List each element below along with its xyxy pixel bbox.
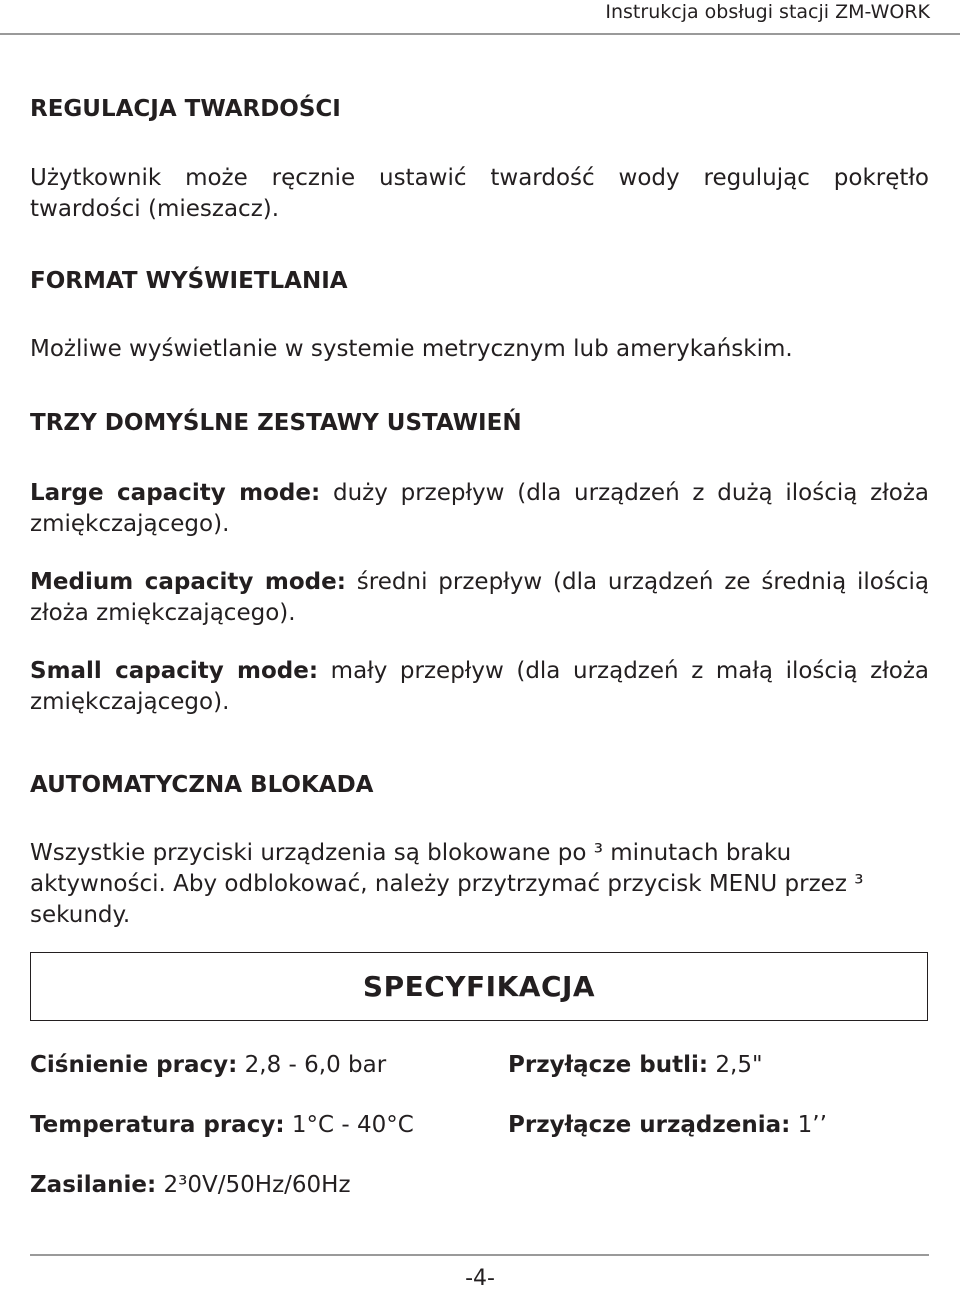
spec-temperature-value: 1°C - 40°C bbox=[284, 1112, 414, 1138]
text-display-format: Możliwe wyświetlanie w systemie metrycznym lub amerykańskim. bbox=[30, 336, 793, 362]
spec-bottle-label: Przyłącze butli: bbox=[508, 1052, 709, 1078]
label-small-mode: Small capacity mode: bbox=[30, 658, 319, 684]
label-large-mode: Large capacity mode: bbox=[30, 480, 321, 506]
text-auto-lock: Wszystkie przyciski urządzenia są blokowane po ³ minutach braku aktywności. Aby odblokować, należy przytrzymać przycisk MENU przez ³ sekundy. bbox=[30, 840, 864, 928]
text-medium-mode bbox=[30, 567, 929, 629]
text-large-mode bbox=[30, 478, 929, 540]
desc-small-mode: mały przepływ (dla urządzeń z małą ilością złoża zmiękczającego). bbox=[30, 658, 929, 715]
label-medium-mode: Medium capacity mode: bbox=[30, 569, 346, 595]
footer-divider bbox=[30, 1254, 929, 1256]
spec-bottle-value: 2,5" bbox=[708, 1052, 763, 1078]
spec-pressure-value: 2,8 - 6,0 bar bbox=[237, 1052, 387, 1078]
page-number: -4- bbox=[465, 1266, 495, 1291]
spec-pressure-label: Ciśnienie pracy: bbox=[30, 1052, 238, 1078]
spec-pressure bbox=[30, 1052, 386, 1078]
spec-title: SPECYFIKACJA bbox=[362, 970, 596, 1003]
spec-power-label: Zasilanie: bbox=[30, 1172, 157, 1198]
spec-temperature bbox=[30, 1112, 414, 1138]
heading-display-format: FORMAT WYŚWIETLANIA bbox=[30, 268, 348, 294]
document-header: Instrukcja obsługi stacji ZM-WORK bbox=[605, 1, 930, 23]
spec-power bbox=[30, 1172, 351, 1198]
spec-bottle bbox=[508, 1052, 763, 1078]
spec-device-connection-label: Przyłącze urządzenia: bbox=[508, 1112, 791, 1138]
desc-medium-mode: średni przepływ (dla urządzeń ze średnią ilością złoża zmiękczającego). bbox=[30, 569, 929, 626]
header-divider bbox=[0, 33, 960, 35]
desc-large-mode: duży przepływ (dla urządzeń z dużą ilością złoża zmiękczającego). bbox=[30, 480, 929, 537]
spec-device-connection bbox=[508, 1112, 827, 1138]
spec-temperature-label: Temperatura pracy: bbox=[30, 1112, 285, 1138]
text-small-mode bbox=[30, 656, 929, 718]
spec-power-value: 2³0V/50Hz/60Hz bbox=[156, 1172, 351, 1198]
text-hardness: Użytkownik może ręcznie ustawić twardość wody regulując pokrętło twardości (mieszacz). bbox=[30, 165, 929, 222]
heading-presets: TRZY DOMYŚLNE ZESTAWY USTAWIEŃ bbox=[30, 410, 522, 436]
spec-title-box bbox=[30, 952, 928, 1021]
spec-device-connection-value: 1’’ bbox=[790, 1112, 827, 1138]
heading-hardness: REGULACJA TWARDOŚCI bbox=[30, 96, 341, 122]
heading-auto-lock: AUTOMATYCZNA BLOKADA bbox=[30, 772, 374, 798]
